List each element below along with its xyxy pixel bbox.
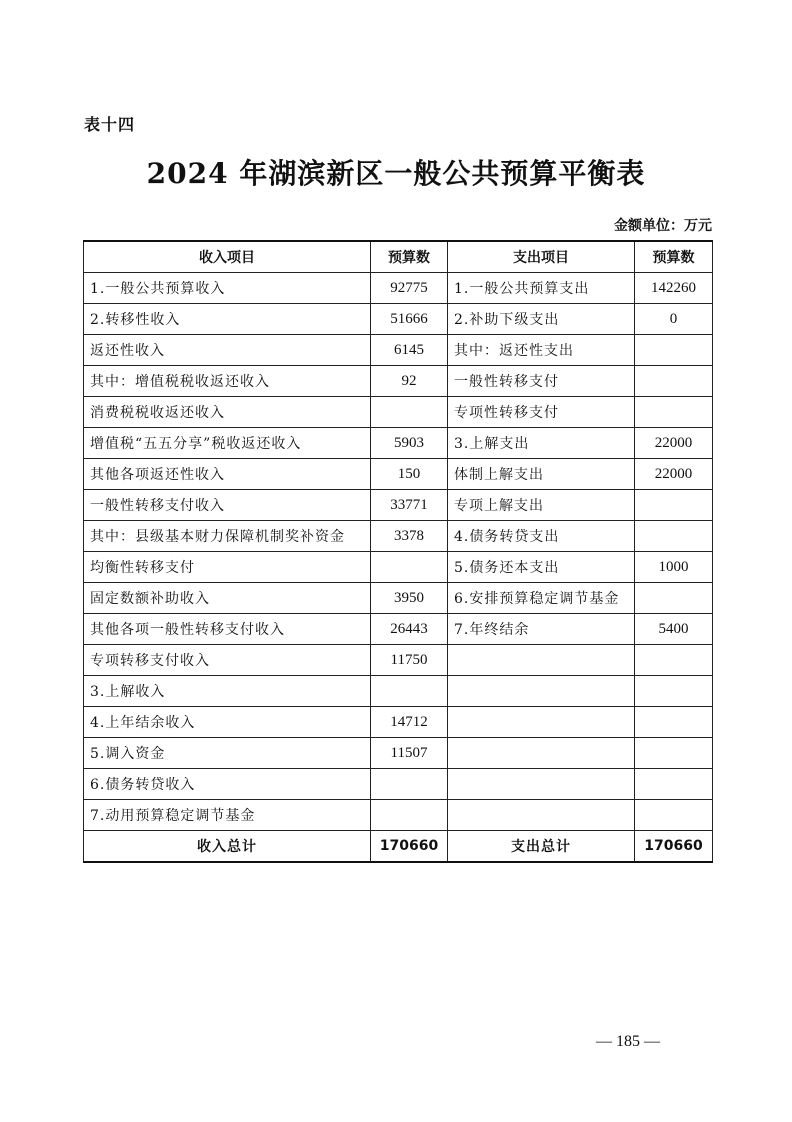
budget-balance-table xyxy=(83,240,713,863)
table-row xyxy=(84,552,713,583)
table-number: 表十四 xyxy=(84,115,136,134)
income-item: 专项转移支付收入 xyxy=(84,645,371,676)
expense-amount xyxy=(635,583,713,614)
total-row xyxy=(84,831,713,863)
income-total-amount: 170660 xyxy=(371,831,448,863)
income-item: 其中：县级基本财力保障机制奖补资金 xyxy=(84,521,371,552)
amount-unit: 金额单位：万元 xyxy=(614,218,712,234)
expense-amount xyxy=(635,366,713,397)
expense-amount xyxy=(635,800,713,831)
income-item: 3.上解收入 xyxy=(84,676,371,707)
expense-total-amount: 170660 xyxy=(635,831,713,863)
expense-item xyxy=(448,738,635,769)
income-item: 均衡性转移支付 xyxy=(84,552,371,583)
table-row xyxy=(84,397,713,428)
table-row xyxy=(84,304,713,335)
table-row xyxy=(84,645,713,676)
income-amount xyxy=(371,397,448,428)
income-amount: 92 xyxy=(371,366,448,397)
income-amount: 3950 xyxy=(371,583,448,614)
expense-item: 其中：返还性支出 xyxy=(448,335,635,366)
income-item: 一般性转移支付收入 xyxy=(84,490,371,521)
expense-item xyxy=(448,676,635,707)
header-income-item: 收入项目 xyxy=(84,241,371,273)
income-item: 固定数额补助收入 xyxy=(84,583,371,614)
page-number: — 185 — xyxy=(596,1033,660,1050)
table-row xyxy=(84,614,713,645)
table-row xyxy=(84,738,713,769)
expense-total-label: 支出总计 xyxy=(448,831,635,863)
expense-item: 6.安排预算稳定调节基金 xyxy=(448,583,635,614)
expense-item xyxy=(448,800,635,831)
expense-amount xyxy=(635,738,713,769)
income-item: 5.调入资金 xyxy=(84,738,371,769)
expense-item: 2.补助下级支出 xyxy=(448,304,635,335)
income-amount: 11750 xyxy=(371,645,448,676)
income-item: 7.动用预算稳定调节基金 xyxy=(84,800,371,831)
income-item: 消费税税收返还收入 xyxy=(84,397,371,428)
expense-amount xyxy=(635,397,713,428)
table-row xyxy=(84,335,713,366)
expense-item: 4.债务转贷支出 xyxy=(448,521,635,552)
income-item: 其中：增值税税收返还收入 xyxy=(84,366,371,397)
expense-amount: 5400 xyxy=(635,614,713,645)
expense-amount xyxy=(635,769,713,800)
header-expense-budget: 预算数 xyxy=(635,241,713,273)
expense-item: 体制上解支出 xyxy=(448,459,635,490)
income-item: 6.债务转贷收入 xyxy=(84,769,371,800)
income-amount: 26443 xyxy=(371,614,448,645)
table-row xyxy=(84,583,713,614)
income-amount xyxy=(371,800,448,831)
table-row xyxy=(84,490,713,521)
expense-amount: 22000 xyxy=(635,459,713,490)
income-item: 2.转移性收入 xyxy=(84,304,371,335)
income-item: 返还性收入 xyxy=(84,335,371,366)
expense-amount: 142260 xyxy=(635,273,713,304)
expense-item: 一般性转移支付 xyxy=(448,366,635,397)
table-row xyxy=(84,521,713,552)
expense-amount: 22000 xyxy=(635,428,713,459)
income-amount: 51666 xyxy=(371,304,448,335)
header-income-budget: 预算数 xyxy=(371,241,448,273)
table-row xyxy=(84,459,713,490)
expense-item: 专项性转移支付 xyxy=(448,397,635,428)
expense-amount xyxy=(635,676,713,707)
income-item: 1.一般公共预算收入 xyxy=(84,273,371,304)
income-item: 其他各项返还性收入 xyxy=(84,459,371,490)
income-item: 4.上年结余收入 xyxy=(84,707,371,738)
expense-item xyxy=(448,645,635,676)
expense-amount xyxy=(635,707,713,738)
income-amount: 11507 xyxy=(371,738,448,769)
income-amount xyxy=(371,552,448,583)
expense-item xyxy=(448,769,635,800)
expense-amount xyxy=(635,490,713,521)
expense-item: 专项上解支出 xyxy=(448,490,635,521)
expense-item: 7.年终结余 xyxy=(448,614,635,645)
table-row xyxy=(84,366,713,397)
expense-item: 1.一般公共预算支出 xyxy=(448,273,635,304)
income-amount xyxy=(371,769,448,800)
income-item: 其他各项一般性转移支付收入 xyxy=(84,614,371,645)
expense-item: 5.债务还本支出 xyxy=(448,552,635,583)
income-amount: 33771 xyxy=(371,490,448,521)
table-header-row xyxy=(84,241,713,273)
income-amount: 6145 xyxy=(371,335,448,366)
header-expense-item: 支出项目 xyxy=(448,241,635,273)
expense-amount: 1000 xyxy=(635,552,713,583)
table-row xyxy=(84,769,713,800)
table-row xyxy=(84,707,713,738)
page-title: 2024 年湖滨新区一般公共预算平衡表 xyxy=(146,157,646,190)
table-row xyxy=(84,273,713,304)
expense-item: 3.上解支出 xyxy=(448,428,635,459)
income-amount: 3378 xyxy=(371,521,448,552)
income-amount: 150 xyxy=(371,459,448,490)
income-amount: 14712 xyxy=(371,707,448,738)
income-item: 增值税“五五分享”税收返还收入 xyxy=(84,428,371,459)
table-row xyxy=(84,676,713,707)
income-total-label: 收入总计 xyxy=(84,831,371,863)
expense-item xyxy=(448,707,635,738)
table-row xyxy=(84,800,713,831)
expense-amount xyxy=(635,335,713,366)
expense-amount: 0 xyxy=(635,304,713,335)
income-amount xyxy=(371,676,448,707)
expense-amount xyxy=(635,521,713,552)
expense-amount xyxy=(635,645,713,676)
income-amount: 92775 xyxy=(371,273,448,304)
table-row xyxy=(84,428,713,459)
income-amount: 5903 xyxy=(371,428,448,459)
